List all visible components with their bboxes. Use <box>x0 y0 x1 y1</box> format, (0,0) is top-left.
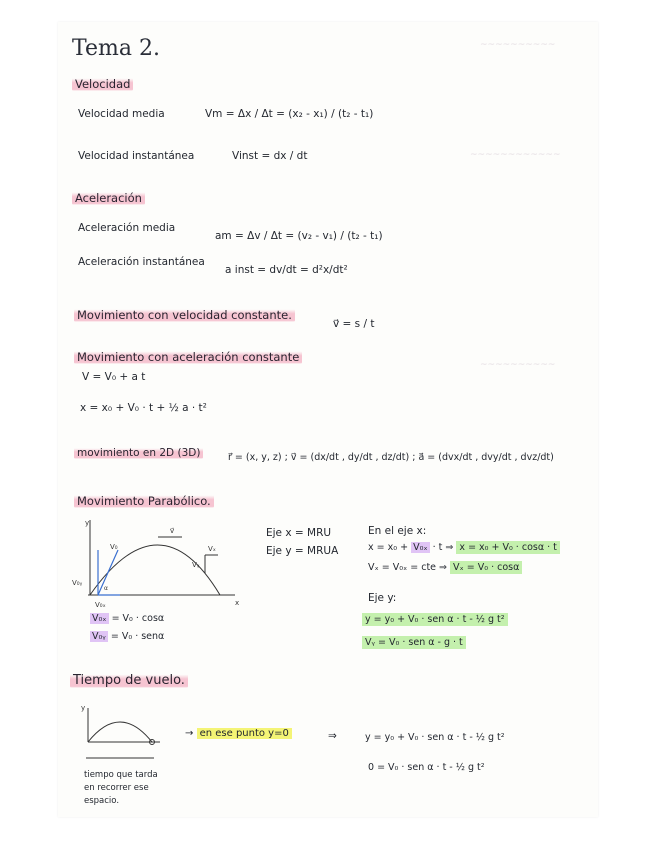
notebook-page <box>58 22 598 817</box>
diagram-vy-label: Vᵧ <box>192 561 200 569</box>
bleed-through-text: ~~~~~~~~~~~~ <box>470 150 561 160</box>
page-title: Tema 2. <box>72 36 160 61</box>
vy-equation: Vᵧ = V₀ · sen α - g · t <box>362 636 466 649</box>
v0x-formula: = V₀ · cosα <box>111 613 165 624</box>
diagram-v0x-label: V₀ₓ <box>95 601 106 609</box>
vx-result: Vₓ = V₀ · cosα <box>450 561 522 574</box>
caption-line-3: espacio. <box>84 796 120 806</box>
heading-parabolico: Movimiento Parabólico. <box>74 494 214 508</box>
aceleracion-instantanea-formula: a inst = dv/dt = d²x/dt² <box>225 264 348 276</box>
vx-equation <box>368 562 522 573</box>
diagram-v-label: v⃗ <box>170 527 175 535</box>
bleed-through-text: ~~~~~~~~~~ <box>480 40 556 50</box>
heading-mrua: Movimiento con aceleración constante <box>74 350 302 364</box>
diagram-vx-label: Vₓ <box>208 545 216 553</box>
arrow <box>185 728 292 740</box>
mru-formula: v⃗ = s / t <box>333 318 375 330</box>
diagram-axis-x-label: x <box>235 599 240 607</box>
diagram-v0-label: V₀ <box>110 543 118 551</box>
aceleracion-instantanea-label: Aceleración instantánea <box>78 256 205 268</box>
flight-axis-y-label: y <box>81 704 86 712</box>
v0x-label: V₀ₓ <box>92 613 107 624</box>
aceleracion-media-formula: am = Δv / Δt = (v₂ - v₁) / (t₂ - t₁) <box>215 230 383 242</box>
diagram-alpha-label: α <box>104 585 108 592</box>
velocidad-instantanea-label: Velocidad instantánea <box>78 150 195 162</box>
bleed-through-text: ~~~~~~~~~~ <box>480 360 556 370</box>
eje-y-label: Eje y: <box>368 592 397 604</box>
velocidad-media-formula: Vm = Δx / Δt = (x₂ - x₁) / (t₂ - t₁) <box>205 108 374 120</box>
x-eq-result: x = x₀ + V₀ · cosα · t <box>456 541 559 554</box>
v0x-definition <box>90 613 164 624</box>
v0-arrow <box>98 550 118 595</box>
arrow-icon: → <box>185 728 194 739</box>
projectile-diagram <box>70 515 245 615</box>
v0y-formula: = V₀ · senα <box>110 631 165 642</box>
diagram-axis-y-label: y <box>85 519 90 527</box>
mrua-eq-velocity: V = V₀ + a t <box>82 371 146 383</box>
velocidad-media-label: Velocidad media <box>78 108 165 120</box>
flight-eq-y: y = y₀ + V₀ · sen α · t - ½ g t² <box>365 732 505 743</box>
aceleracion-media-label: Aceleración media <box>78 222 176 234</box>
vx-eq: Vₓ = V₀ₓ = cte ⇒ <box>368 562 448 573</box>
flight-time-diagram <box>78 700 168 765</box>
highlight-y-zero: en ese punto y=0 <box>197 728 292 739</box>
caption-line-1: tiempo que tarda <box>84 770 158 780</box>
y-position-equation: y = y₀ + V₀ · sen α · t - ½ g t² <box>362 613 508 626</box>
eje-y-mrua: Eje y = MRUA <box>266 545 339 557</box>
heading-aceleracion: Aceleración <box>72 191 145 205</box>
heading-mru: Movimiento con velocidad constante. <box>74 308 295 322</box>
x-eq-mid: · t ⇒ <box>432 542 454 553</box>
heading-velocidad: Velocidad <box>72 77 133 91</box>
caption-line-2: en recorrer ese <box>84 783 149 793</box>
velocidad-instantanea-formula: Vinst = dx / dt <box>232 150 308 162</box>
heading-tiempo-de-vuelo: Tiempo de vuelo. <box>70 673 188 688</box>
mrua-eq-position: x = x₀ + V₀ · t + ½ a · t² <box>80 402 207 414</box>
eje-x-mru: Eje x = MRU <box>266 527 332 539</box>
v0y-definition <box>90 631 164 642</box>
v0y-label: V₀ᵧ <box>92 631 106 642</box>
en-el-eje-x-label: En el eje x: <box>368 525 427 537</box>
x-eq-prefix: x = x₀ + <box>368 542 409 553</box>
flight-eq-zero: 0 = V₀ · sen α · t - ½ g t² <box>368 762 485 773</box>
x-eq-v0x: V₀ₓ <box>413 542 428 553</box>
diagram-v0y-label: V₀ᵧ <box>72 579 83 587</box>
trajectory-curve <box>88 722 152 742</box>
implies-arrow: ⇒ <box>328 730 337 742</box>
movimiento-2d-formula: r⃗ = (x, y, z) ; v⃗ = (dx/dt , dy/dt , dz/dt) ; a⃗ = (dvx/dt , dvy/dt , dvz/dt) <box>228 452 554 463</box>
x-position-equation <box>368 542 560 553</box>
heading-movimiento-2d: movimiento en 2D (3D) <box>74 447 203 459</box>
